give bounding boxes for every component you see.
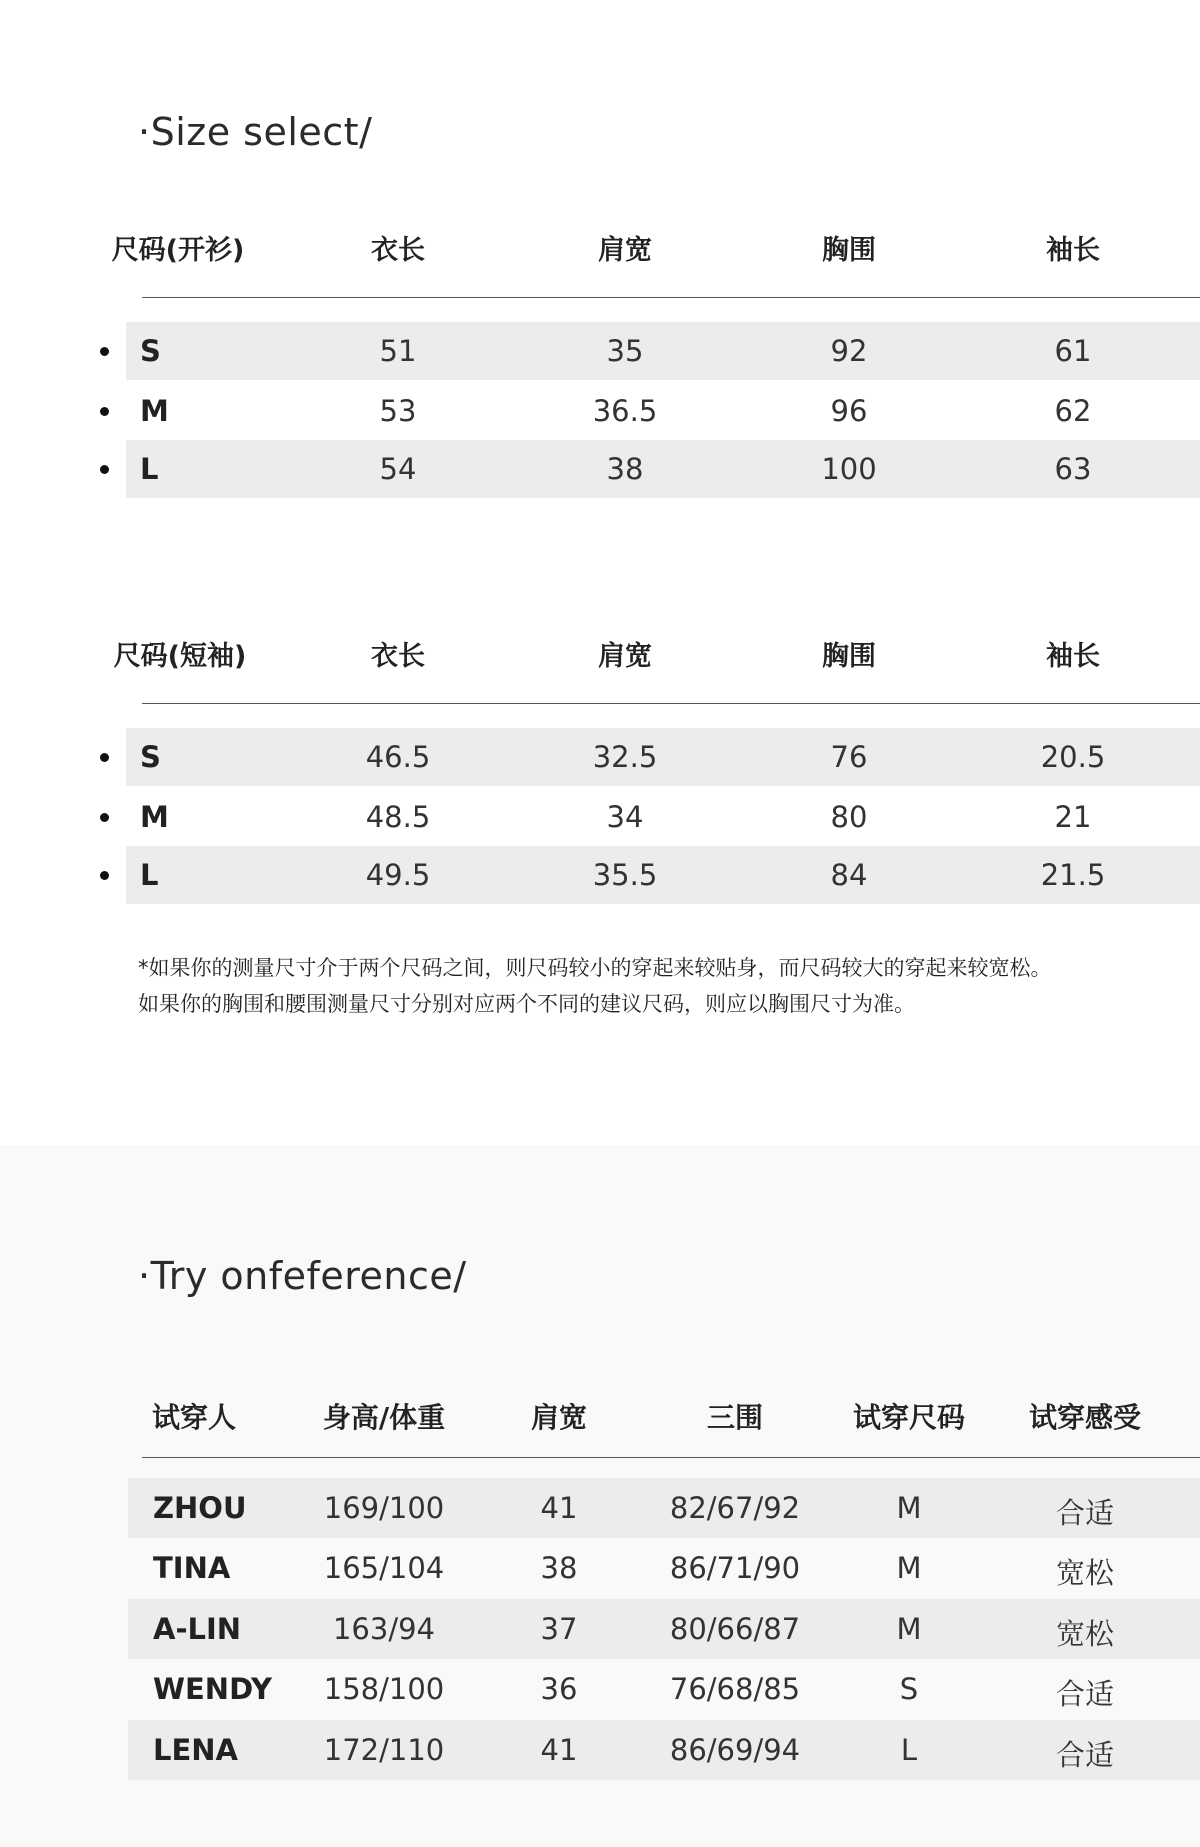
header-size: 尺码(短袖) (113, 641, 247, 672)
bullet-icon (100, 871, 109, 880)
chest-value: 76 (830, 740, 868, 774)
try-size-value: M (896, 1612, 922, 1646)
shoulder-value: 37 (540, 1612, 578, 1646)
table-row (0, 1478, 1200, 1538)
sleeve-value: 62 (1054, 394, 1092, 428)
shoulder-value: 35.5 (592, 858, 658, 892)
measurements-value: 86/71/90 (669, 1551, 801, 1585)
chest-value: 96 (830, 394, 868, 428)
header-tester: 试穿人 (151, 1401, 237, 1434)
length-value: 49.5 (365, 858, 431, 892)
size-label: M (140, 800, 169, 834)
feel-value: 合适 (1055, 1496, 1115, 1530)
row-shading (128, 1599, 1200, 1659)
size-note-line: 如果你的胸围和腰围测量尺寸分别对应两个不同的建议尺码，则应以胸围尺寸为准。 (138, 992, 915, 1016)
try-size-value: L (900, 1733, 918, 1767)
table-row (0, 1599, 1200, 1659)
row-shading (126, 440, 1200, 498)
measurements-value: 80/66/87 (669, 1612, 801, 1646)
cardigan-table-divider (142, 297, 1200, 298)
feel-value: 宽松 (1055, 1617, 1115, 1651)
size-section-title: ·Size select/ (138, 110, 373, 154)
try-size-value: M (896, 1491, 922, 1525)
height-weight-value: 165/104 (323, 1551, 445, 1585)
bullet-icon (100, 813, 109, 822)
length-value: 53 (379, 394, 417, 428)
header-chest: 胸围 (822, 235, 876, 266)
shoulder-value: 34 (606, 800, 644, 834)
shoulder-value: 36.5 (592, 394, 658, 428)
length-value: 48.5 (365, 800, 431, 834)
size-label: L (140, 452, 159, 486)
header-try-size: 试穿尺码 (852, 1401, 966, 1434)
shortsleeve-table-divider (142, 703, 1200, 704)
size-label: S (140, 740, 161, 774)
try-section-title: ·Try onfeference/ (138, 1254, 467, 1298)
header-sleeve: 袖长 (1046, 235, 1100, 266)
try-table-divider (142, 1457, 1200, 1458)
length-value: 54 (379, 452, 417, 486)
tester-name: A-LIN (153, 1612, 242, 1646)
height-weight-value: 172/110 (323, 1733, 445, 1767)
length-value: 46.5 (365, 740, 431, 774)
try-table-header (0, 1396, 1200, 1436)
try-size-value: M (896, 1551, 922, 1585)
shoulder-value: 35 (606, 334, 644, 368)
header-length: 衣长 (371, 641, 425, 672)
height-weight-value: 169/100 (323, 1491, 445, 1525)
chest-value: 80 (830, 800, 868, 834)
shoulder-value: 41 (540, 1491, 578, 1525)
table-row (0, 1659, 1200, 1719)
shoulder-value: 38 (540, 1551, 578, 1585)
feel-value: 宽松 (1055, 1556, 1115, 1590)
try-size-value: S (899, 1672, 919, 1706)
header-size: 尺码(开衫) (111, 235, 245, 266)
bullet-icon (100, 753, 109, 762)
header-sleeve: 袖长 (1046, 641, 1100, 672)
tester-name: TINA (153, 1551, 231, 1585)
size-label: L (140, 858, 159, 892)
length-value: 51 (379, 334, 417, 368)
header-chest: 胸围 (822, 641, 876, 672)
row-shading (126, 322, 1200, 380)
sleeve-value: 61 (1054, 334, 1092, 368)
size-label: S (140, 334, 161, 368)
tester-name: ZHOU (153, 1491, 247, 1525)
feel-value: 合适 (1055, 1738, 1115, 1772)
table-row (0, 1538, 1200, 1598)
table-row (0, 846, 1200, 904)
table-row (0, 382, 1200, 440)
table-row (0, 728, 1200, 786)
tester-name: LENA (153, 1733, 239, 1767)
table-row (0, 440, 1200, 498)
sleeve-value: 63 (1054, 452, 1092, 486)
header-feel: 试穿感受 (1028, 1401, 1142, 1434)
shoulder-value: 41 (540, 1733, 578, 1767)
shoulder-value: 36 (540, 1672, 578, 1706)
height-weight-value: 158/100 (323, 1672, 445, 1706)
sleeve-value: 21.5 (1040, 858, 1106, 892)
height-weight-value: 163/94 (332, 1612, 436, 1646)
chest-value: 100 (821, 452, 877, 486)
bullet-icon (100, 465, 109, 474)
table-row (0, 1720, 1200, 1780)
shortsleeve-table-header (0, 634, 1200, 674)
header-length: 衣长 (371, 235, 425, 266)
row-shading (128, 1478, 1200, 1538)
header-measurements: 三围 (706, 1401, 764, 1434)
table-row (0, 322, 1200, 380)
bullet-icon (100, 347, 109, 356)
chest-value: 84 (830, 858, 868, 892)
shoulder-value: 38 (606, 452, 644, 486)
measurements-value: 76/68/85 (669, 1672, 801, 1706)
cardigan-table-header (0, 228, 1200, 268)
header-height-weight: 身高/体重 (322, 1401, 446, 1434)
size-note-line: *如果你的测量尺寸介于两个尺码之间，则尺码较小的穿起来较贴身，而尺码较大的穿起来较宽松。 (138, 956, 1052, 980)
header-shoulder: 肩宽 (598, 641, 652, 672)
row-shading (126, 728, 1200, 786)
bullet-icon (100, 407, 109, 416)
table-row (0, 788, 1200, 846)
feel-value: 合适 (1055, 1677, 1115, 1711)
tester-name: WENDY (153, 1672, 273, 1706)
header-shoulder: 肩宽 (598, 235, 652, 266)
row-shading (128, 1720, 1200, 1780)
measurements-value: 86/69/94 (669, 1733, 801, 1767)
header-shoulder: 肩宽 (530, 1401, 588, 1434)
sleeve-value: 20.5 (1040, 740, 1106, 774)
size-label: M (140, 394, 169, 428)
measurements-value: 82/67/92 (669, 1491, 801, 1525)
row-shading (126, 846, 1200, 904)
chest-value: 92 (830, 334, 868, 368)
size-note (138, 950, 1052, 1022)
sleeve-value: 21 (1054, 800, 1092, 834)
shoulder-value: 32.5 (592, 740, 658, 774)
